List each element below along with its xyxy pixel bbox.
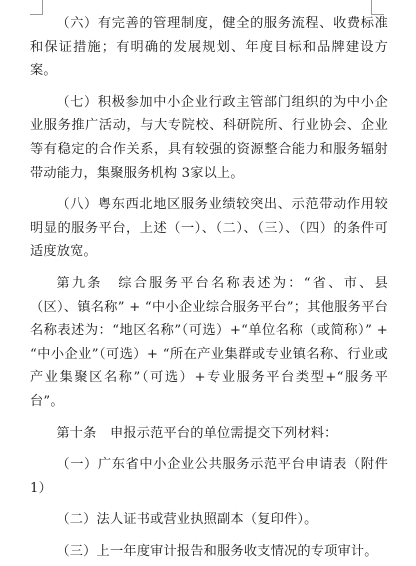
paragraph-item-7: （七）积极参加中小企业行政主管部门组织的为中小企业服务推广活动，与大专院校、科研院所、行业协会、企业等有稳定的合作关系，具有较强的资源整合能力和服务辐射带动能力，集聚服务机构 3家以上。 [30,94,388,181]
material-item-1: （一）广东省中小企业公共服务示范平台申请表（附件1） [30,457,388,496]
document-body [30,12,388,563]
paragraph-item-6: （六）有完善的管理制度，健全的服务流程、收费标准和保证措施；有明确的发展规划、年度目标和品牌建设方案。 [30,16,388,79]
material-item-2: （二）法人证书或营业执照副本（复印件）。 [56,512,318,528]
material-item-3: （三）上一年度审计报告和服务收支情况的专项审计。 [56,543,378,559]
article-9: 第九条 综合服务平台名称表述为：“省、市、县（区）、镇名称” + “中小企业综合服务平台”；其他服务平台名称表述为：“地区名称”（可选）+“单位名称（或简称）” + “中小企业”（可选）+ “所在产业集群或专业镇名称、行业或产业集聚区名称”（可选）+专业服务平台类型+“服务平台”。 [30,275,388,409]
article-10: 第十条 申报示范平台的单位需提交下列材料： [56,425,338,441]
paragraph-item-8: （八）粤东西北地区服务业绩较突出、示范带动作用较明显的服务平台，上述（一）、（二）、（三）、（四）的条件可适度放宽。 [30,197,388,260]
